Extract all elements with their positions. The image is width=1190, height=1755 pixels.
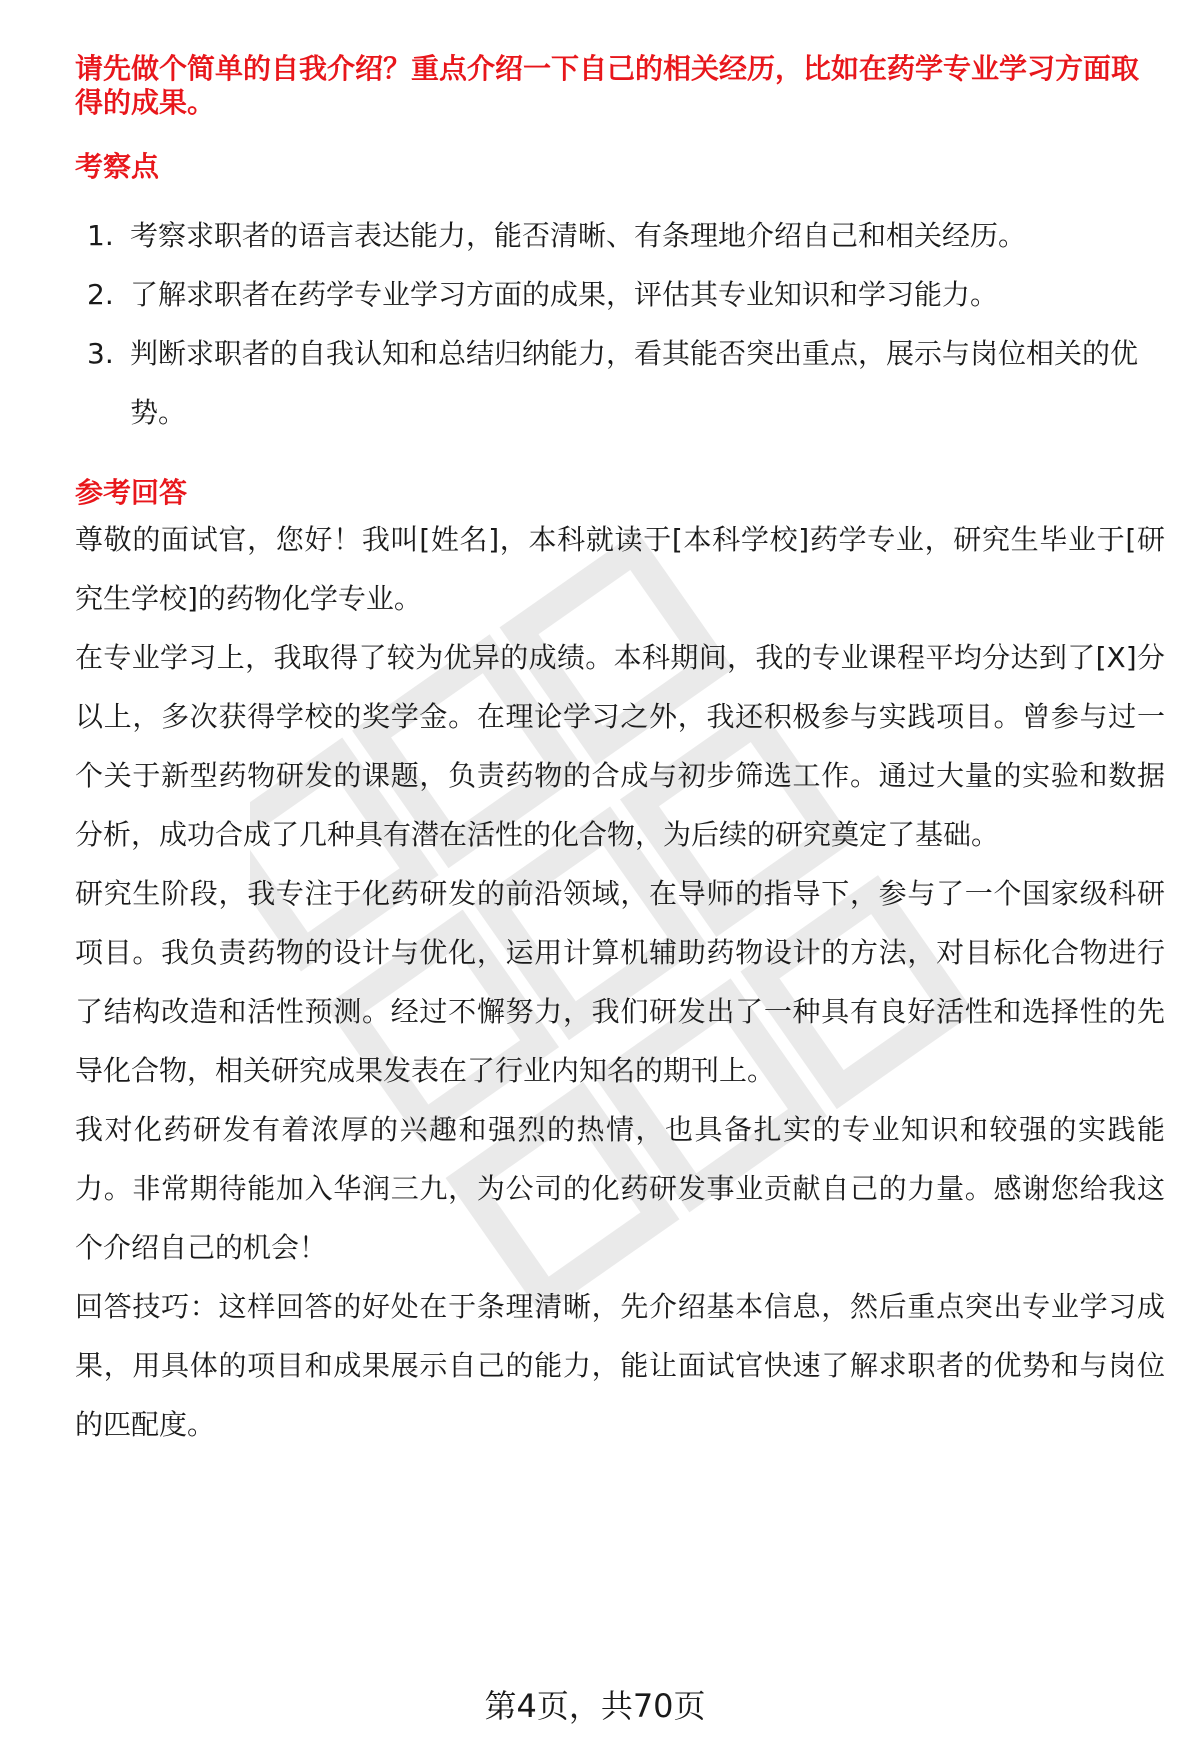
- assessment-title: 考察点: [75, 150, 160, 183]
- answer-tips: 回答技巧：这样回答的好处在于条理清晰，先介绍基本信息，然后重点突出专业学习成果，用具体的项目和成果展示自己的能力，能让面试官快速了解求职者的优势和与岗位的匹配度。: [75, 1290, 1165, 1441]
- assessment-list: [75, 206, 1165, 442]
- list-item: [75, 324, 1165, 442]
- answer-paragraph-intro: 尊敬的面试官，您好！我叫[姓名]，本科就读于[本科学校]药学专业，研究生毕业于[研究生学校]的药物化学专业。: [75, 523, 1165, 615]
- list-number: 1.: [87, 219, 114, 252]
- list-number: 2.: [87, 278, 114, 311]
- list-text: 判断求职者的自我认知和总结归纳能力，看其能否突出重点，展示与岗位相关的优势。: [130, 337, 1139, 429]
- question-heading: 请先做个简单的自我介绍？重点介绍一下自己的相关经历，比如在药学专业学习方面取得的成果。: [75, 52, 1140, 119]
- answer-paragraph-graduate: 研究生阶段，我专注于化药研发的前沿领域，在导师的指导下，参与了一个国家级科研项目。我负责药物的设计与优化，运用计算机辅助药物设计的方法，对目标化合物进行了结构改造和活性预测。经过不懈努力，我们研发出了一种具有良好活性和选择性的先导化合物，相关研究成果发表在了行业内知名的期刊上。: [75, 877, 1165, 1087]
- document-page: [75, 52, 1165, 1454]
- answer-paragraph-closing: 我对化药研发有着浓厚的兴趣和强烈的热情，也具备扎实的专业知识和较强的实践能力。非常期待能加入华润三九，为公司的化药研发事业贡献自己的力量。感谢您给我这个介绍自己的机会！: [75, 1113, 1165, 1264]
- list-item: [75, 265, 1165, 324]
- answer-title: 参考回答: [75, 476, 188, 509]
- list-text: 了解求职者在药学专业学习方面的成果，评估其专业知识和学习能力。: [130, 278, 999, 311]
- list-text: 考察求职者的语言表达能力，能否清晰、有条理地介绍自己和相关经历。: [130, 219, 1027, 252]
- page-number: 第4页，共70页: [484, 1687, 706, 1725]
- list-number: 3.: [87, 337, 114, 370]
- list-item: [75, 206, 1165, 265]
- answer-paragraph-undergrad: 在专业学习上，我取得了较为优异的成绩。本科期间，我的专业课程平均分达到了[X]分以上，多次获得学校的奖学金。在理论学习之外，我还积极参与实践项目。曾参与过一个关于新型药物研发的课题，负责药物的合成与初步筛选工作。通过大量的实验和数据分析，成功合成了几种具有潜在活性的化合物，为后续的研究奠定了基础。: [75, 641, 1165, 851]
